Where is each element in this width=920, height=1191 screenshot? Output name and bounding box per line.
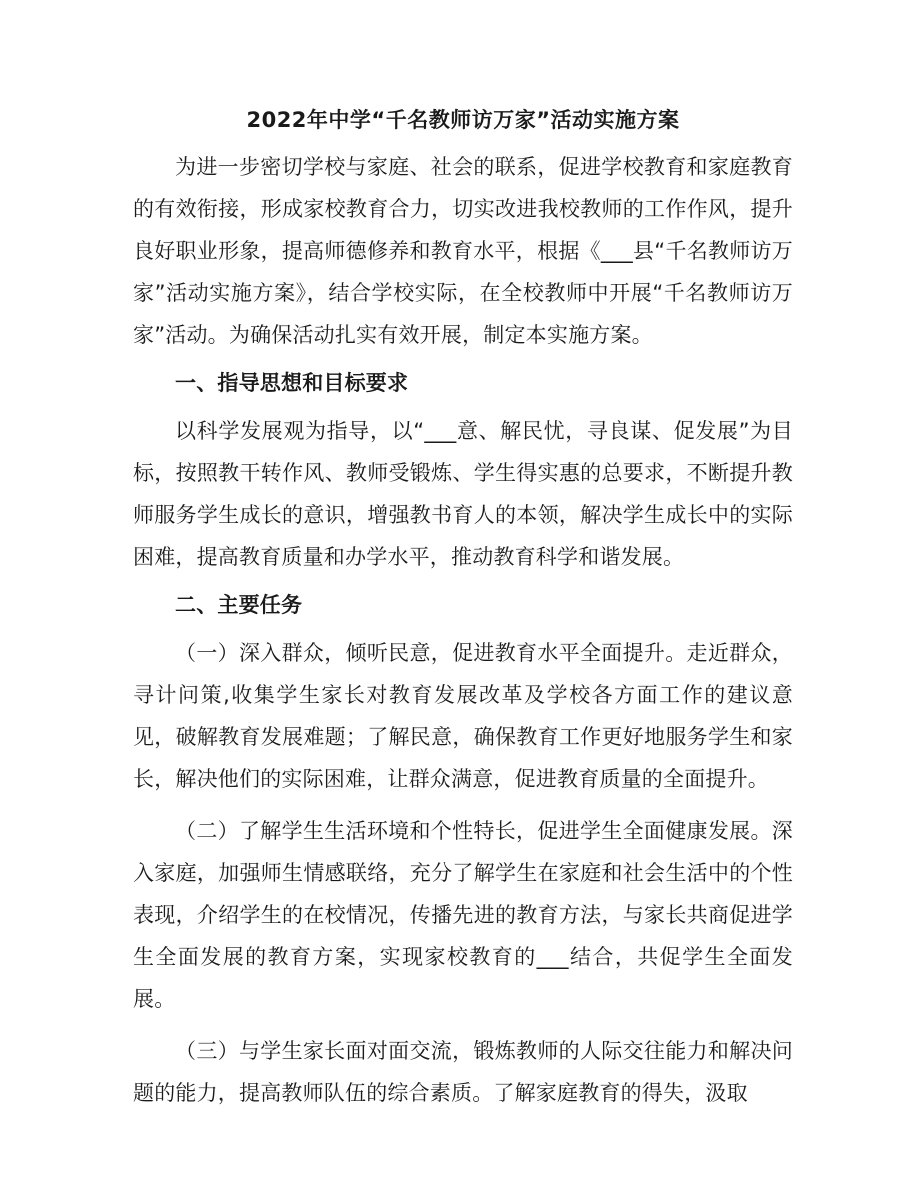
section-paragraph-guiding-ideas: 以科学发展观为指导，以“___意、解民忧，寻良谋、促发展”为目标，按照教干转作风、教师受锻炼、学生得实惠的总要求，不断提升教师服务学生成长的意识，增强教书育人的本领，解决学生成长中的实际困难，提高教育质量和办学水平，推动教育科学和谐发展。 bbox=[133, 419, 793, 569]
document-body bbox=[133, 100, 793, 1114]
task-paragraph-2: （二）了解学生生活环境和个性特长，促进学生全面健康发展。深入家庭，加强师生情感联络，充分了解学生在家庭和社会生活中的个性表现，介绍学生的在校情况，传播先进的教育方法，与家长共商促进学生全面发展的教育方案，实现家校教育的___结合，共促学生全面发展。 bbox=[133, 819, 793, 1011]
task-paragraph-1: （一）深入群众，倾听民意，促进教育水平全面提升。走近群众，寻计问策,收集学生家长对教育发展改革及学校各方面工作的建议意见，破解教育发展难题；了解民意，确保教育工作更好地服务学生和家长，解决他们的实际困难，让群众满意，促进教育质量的全面提升。 bbox=[133, 641, 793, 791]
section-heading-main-tasks: 二、主要任务 bbox=[175, 593, 303, 617]
section-heading-guiding-ideas: 一、指导思想和目标要求 bbox=[175, 371, 409, 395]
task-paragraph-3: （三）与学生家长面对面交流，锻炼教师的人际交往能力和解决问题的能力，提高教师队伍的综合素质。了解家庭教育的得失，汲取 bbox=[133, 1039, 793, 1105]
intro-paragraph: 为进一步密切学校与家庭、社会的联系，促进学校教育和家庭教育的有效衔接，形成家校教育合力，切实改进我校教师的工作作风，提升良好职业形象，提高师德修养和教育水平，根据《___县“千名教师访万家”活动实施方案》，结合学校实际，在全校教师中开展“千名教师访万家”活动。为确保活动扎实有效开展，制定本实施方案。 bbox=[133, 155, 793, 347]
document-title: 2022年中学“千名教师访万家”活动实施方案 bbox=[246, 108, 680, 132]
